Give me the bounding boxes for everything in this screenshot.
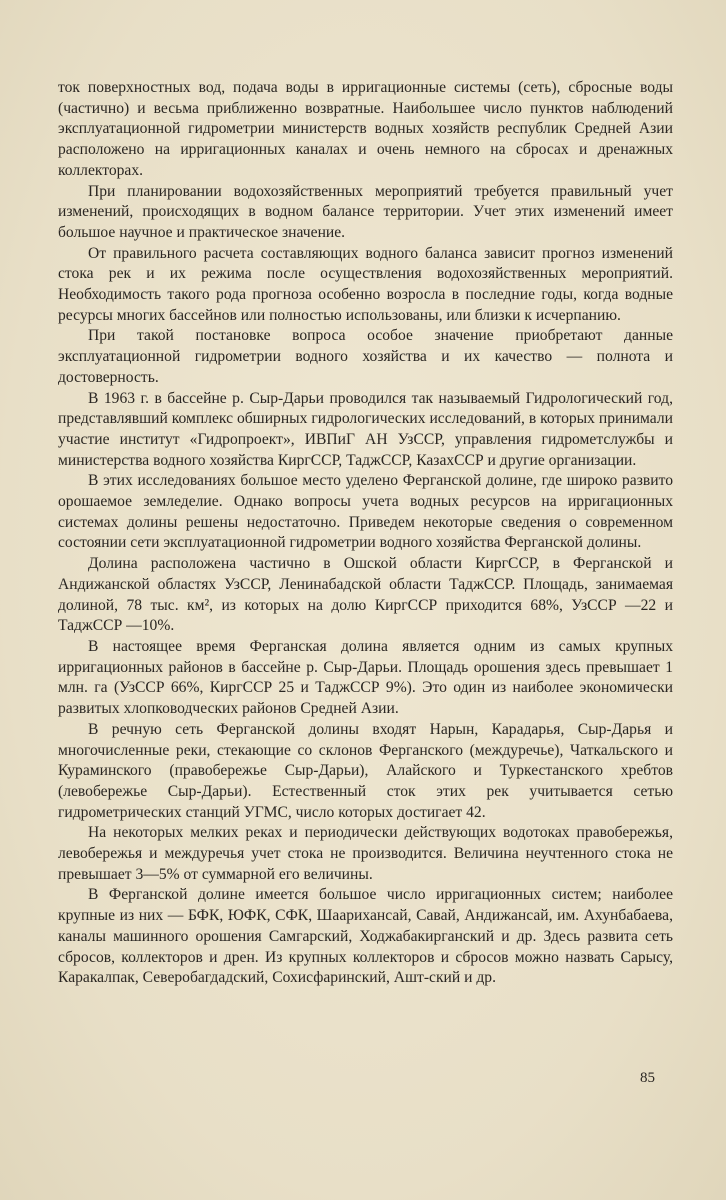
paragraph-4: При такой постановке вопроса особое значение приобретают данные эксплуатационной гидрометрии водного хозяйства и их качество — полнота и достоверность. — [58, 327, 673, 386]
paragraph-11: В Ферганской долине имеется большое число ирригационных систем; наиболее крупные из них — БФК, ЮФК, СФК, Шаарихансай, Савай, Андижансай, им. Ахунбабаева, каналы машинного орошения Самгарский, Ходжабакирганский и др. Здесь развита сеть сбросов, коллекторов и дрен. Из крупных коллекторов и сбросов можно назвать Сарысу, Каракалпак, Северобагдадский, Сохисфаринский, Ашт-ский и др. — [58, 886, 673, 987]
paragraph-1: ток поверхностных вод, подача воды в ирригационные системы (сеть), сбросные воды (частично) и весьма приближенно возвратные. Наибольшее число пунктов наблюдений эксплуатационной гидрометрии министерств водных хозяйств республик Средней Азии расположено на ирригационных каналах и очень немного на сбросах и дренажных коллекторах. — [58, 79, 673, 179]
paragraph-6: В этих исследованиях большое место уделено Ферганской долине, где широко развито орошаемое земледелие. Однако вопросы учета водных ресурсов на ирригационных системах долины решены недостаточно. Приведем некоторые сведения о современном состоянии сети эксплуатационной гидрометрии водного хозяйства Ферганской долины. — [58, 472, 673, 552]
paragraph-10: На некоторых мелких реках и периодически действующих водотоках правобережья, левобережья и междуречья учет стока не производится. Величина неучтенного стока не превышает 3—5% от суммарной его величины. — [58, 824, 673, 883]
paragraph-7: Долина расположена частично в Ошской области КиргССР, в Ферганской и Андижанской областях УзССР, Ленинабадской области ТаджССР. Площадь, занимаемая долиной, 78 тыс. км², из которых на долю КиргССР приходится 68%, УзССР —22 и ТаджССР —10%. — [58, 555, 673, 635]
paragraph-9: В речную сеть Ферганской долины входят Нарын, Карадарья, Сыр-Дарья и многочисленные реки, стекающие со склонов Ферганского (междуречье), Чаткальского и Кураминского (правобережье Сыр-Дарьи), Алайского и Туркестанского хребтов (левобережье Сыр-Дарьи). Естественный сток этих рек учитывается сетью гидрометрических станций УГМС, число которых достигает 42. — [58, 720, 673, 821]
paragraph-5: В 1963 г. в бассейне р. Сыр-Дарьи проводился так называемый Гидрологический год, представлявший комплекс обширных гидрологических исследований, в которых принимали участие институт «Гидропроект», ИВПиГ АН УзССР, управления гидрометслужбы и министерства водного хозяйства КиргССР, ТаджССР, КазахССР и другие организации. — [58, 389, 673, 469]
body-text — [58, 78, 673, 989]
paragraph-3: От правильного расчета составляющих водного баланса зависит прогноз изменений стока рек и их режима после осуществления водохозяйственных мероприятий. Необходимость такого рода прогноза особенно возросла в последние годы, когда водные ресурсы многих бассейнов или полностью использованы, или близки к исчерпанию. — [58, 244, 673, 324]
paragraph-8: В настоящее время Ферганская долина является одним из самых крупных ирригационных районов в бассейне р. Сыр-Дарьи. Площадь орошения здесь превышает 1 млн. га (УзССР 66%, КиргССР 25 и ТаджССР 9%). Это один из наиболее экономически развитых хлопководческих районов Средней Азии. — [58, 637, 673, 718]
paragraph-2: При планировании водохозяйственных мероприятий требуется правильный учет изменений, происходящих в водном балансе территории. Учет этих изменений имеет большое научное и практическое значение. — [58, 182, 673, 241]
page-number: 85 — [640, 1070, 655, 1086]
